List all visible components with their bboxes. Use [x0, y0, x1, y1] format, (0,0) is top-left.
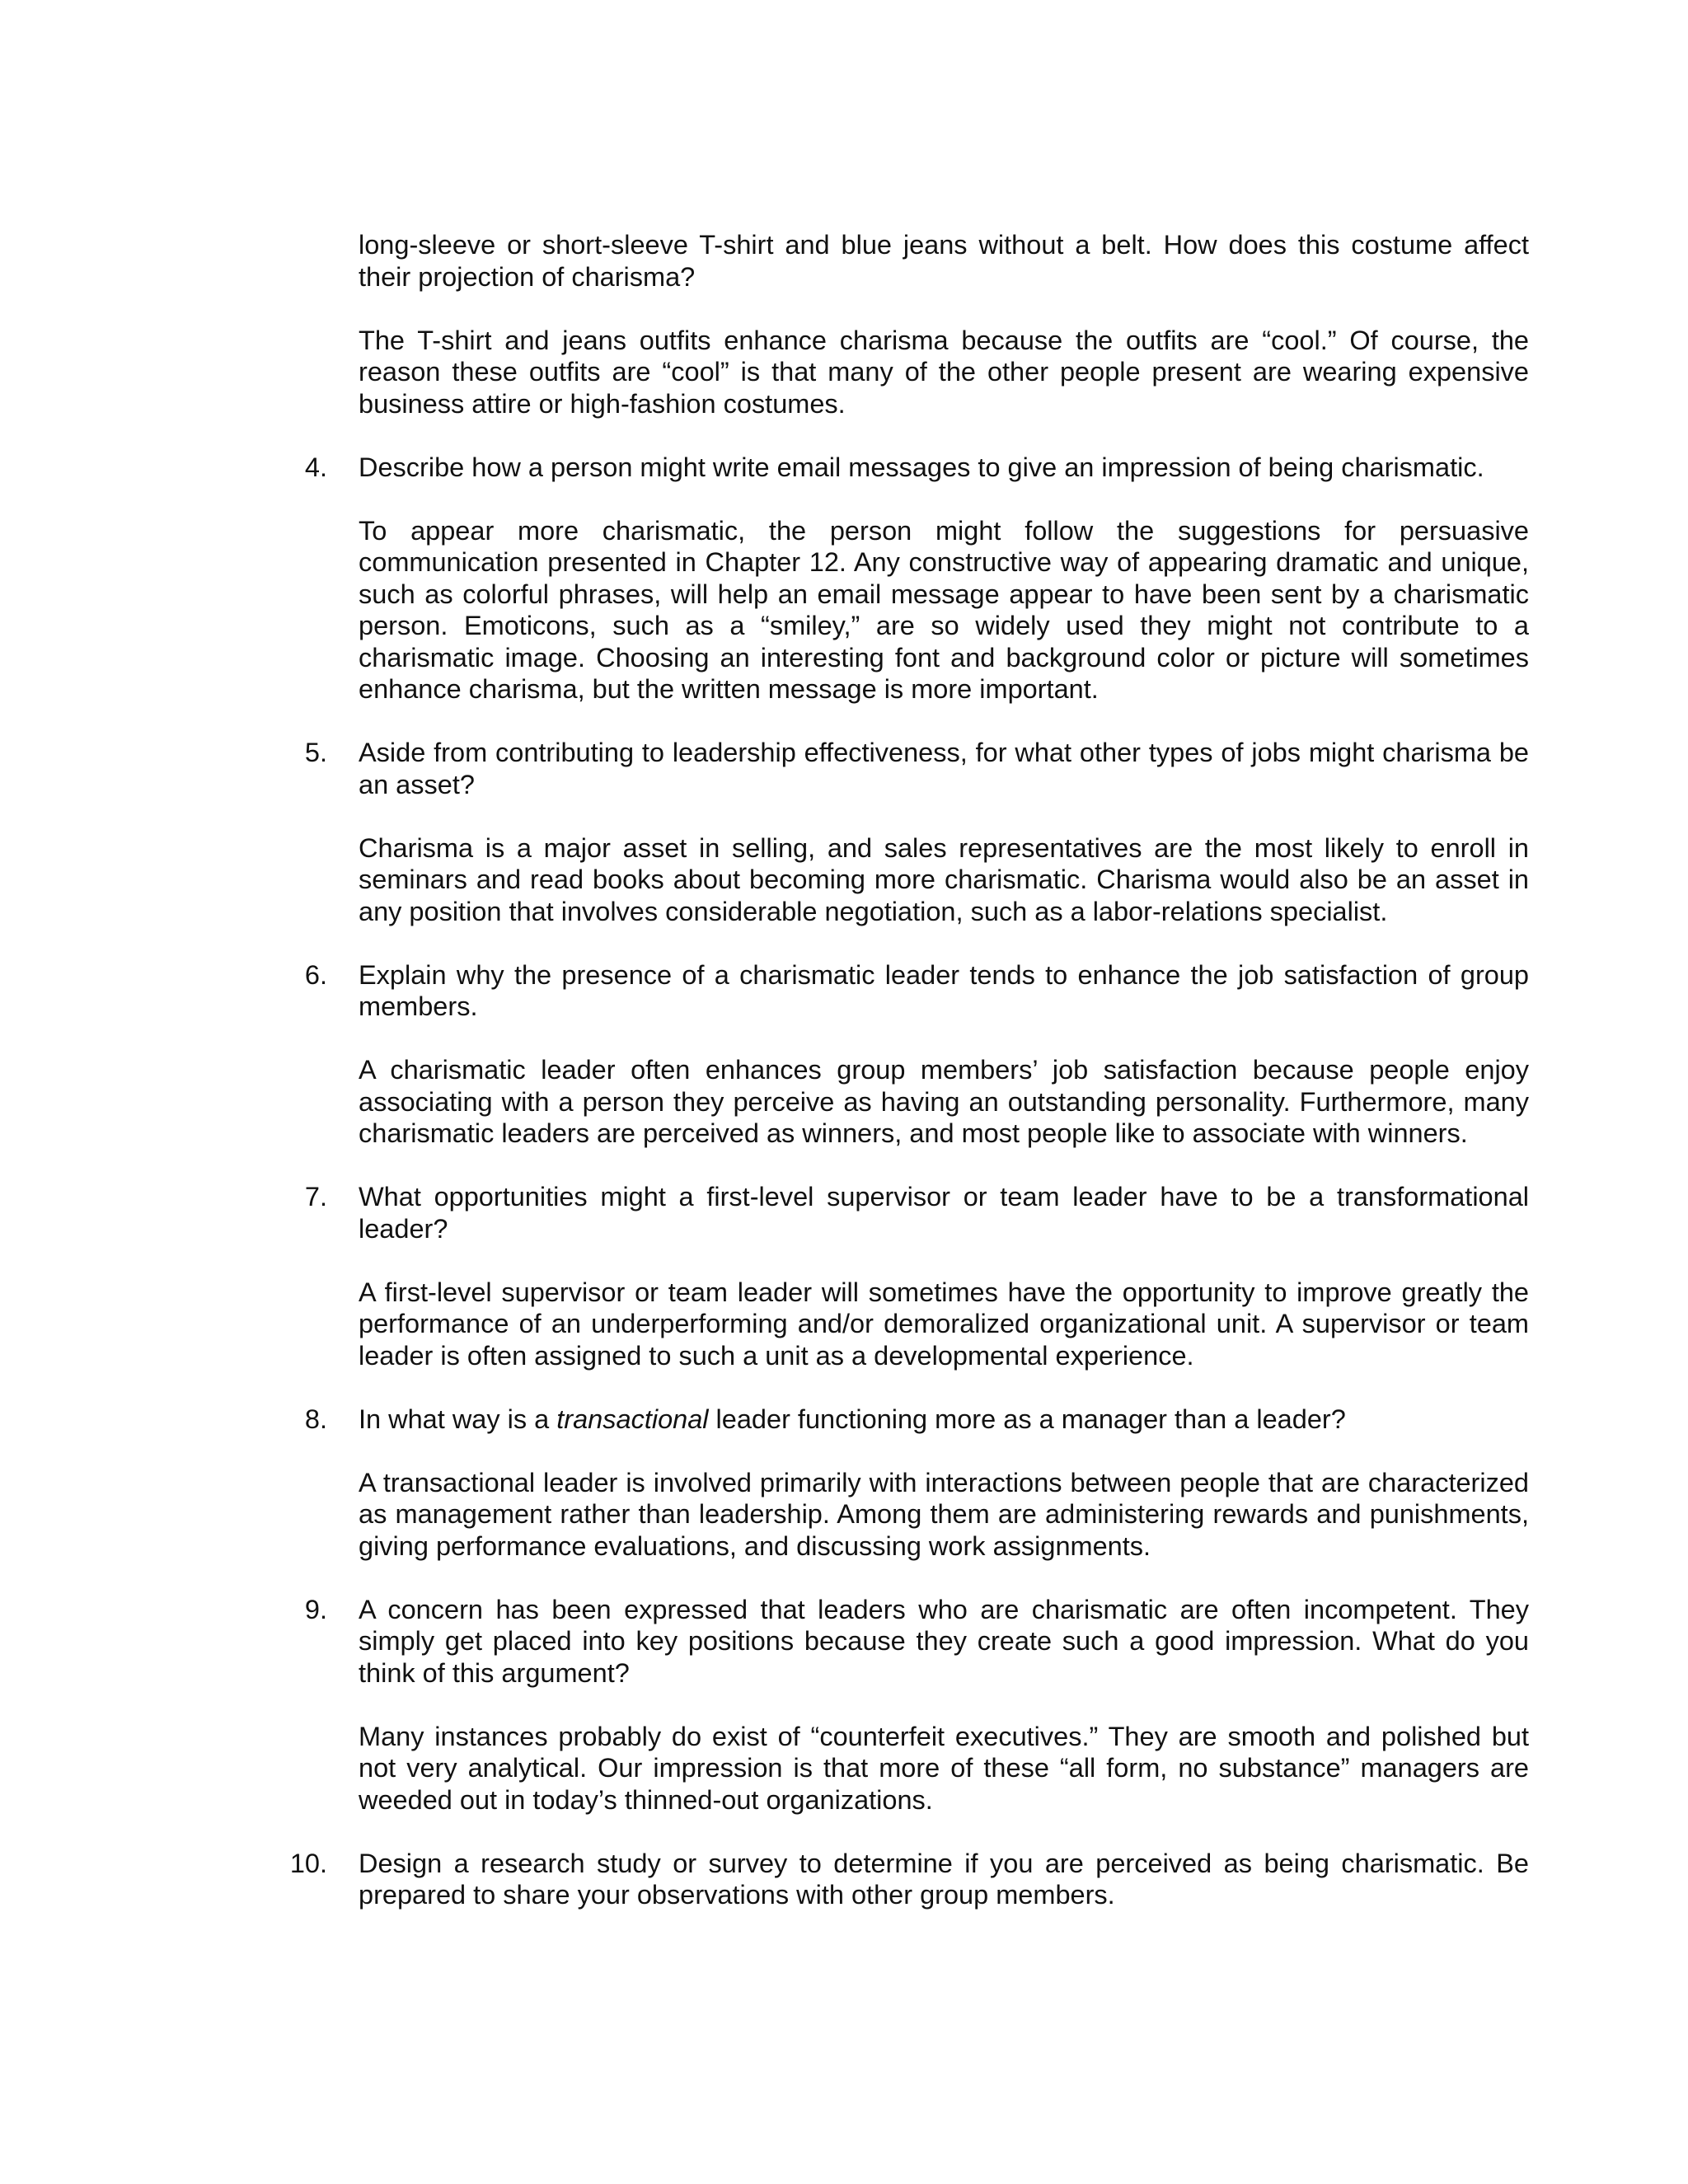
answer-paragraph: The T-shirt and jeans outfits enhance charisma because the outfits are “cool.” Of course, the reason these outfits are “cool” is that many of the other people present are wearing expensive business attire or high-fashion costumes.: [359, 325, 1529, 419]
question-continuation: long-sleeve or short-sleeve T-shirt and blue jeans without a belt. How does this costume affect their projection of charisma?: [359, 230, 1529, 292]
question-number: 8.: [304, 1404, 327, 1434]
question-text-end: leader functioning more as a manager than a leader?: [708, 1404, 1346, 1434]
question-number: 6.: [304, 959, 327, 990]
question-text-italic: transactional: [556, 1404, 709, 1434]
question-text: Describe how a person might write email messages to give an impression of being charismatic.: [359, 452, 1484, 482]
question-text: Explain why the presence of a charismatic leader tends to enhance the job satisfaction of group members.: [359, 959, 1529, 1021]
question-item: [304, 1181, 1529, 1244]
question-text: What opportunities might a first-level supervisor or team leader have to be a transformational leader?: [359, 1182, 1529, 1244]
answer-paragraph: A transactional leader is involved primarily with interactions between people that are characterized as management rather than leadership. Among them are administering rewards and punishments, giving performance evaluations, and discussing work assignments.: [359, 1467, 1529, 1561]
question-text: A concern has been expressed that leaders who are charismatic are often incompetent. They simply get placed into key positions because they create such a good impression. What do you think of this argument?: [359, 1594, 1529, 1688]
question-text: Design a research study or survey to determine if you are perceived as being charismatic. Be prepared to share your observations with other group members.: [359, 1848, 1529, 1910]
answer-paragraph: Charisma is a major asset in selling, and sales representatives are the most likely to enroll in seminars and read books about becoming more charismatic. Charisma would also be an asset in any position that involves considerable negotiation, such as a labor-relations specialist.: [359, 832, 1529, 926]
question-item: [304, 452, 1529, 484]
document-body: [289, 229, 1529, 1943]
question-item: [304, 737, 1529, 800]
question-item: [304, 1594, 1529, 1690]
answer-paragraph: To appear more charismatic, the person might follow the suggestions for persuasive communication presented in Chapter 12. Any constructive way of appearing dramatic and unique, such as colorful phrases, will help an email message appear to have been sent by a charismatic person. Emoticons, such as a “smiley,” are so widely used they might not contribute to a charismatic image. Choosing an interesting font and background color or picture will sometimes enhance charisma, but the written message is more important.: [359, 515, 1529, 704]
question-text: Aside from contributing to leadership effectiveness, for what other types of jobs might charisma be an asset?: [359, 738, 1529, 799]
question-item: [289, 1848, 1529, 1911]
question-number: 7.: [304, 1182, 327, 1212]
question-text-start: In what way is a: [359, 1404, 557, 1434]
question-text: [359, 1404, 1529, 1436]
question-number: 10.: [289, 1848, 327, 1878]
question-number: 5.: [304, 738, 327, 767]
question-item: [304, 1404, 1529, 1436]
question-number: 9.: [304, 1594, 327, 1624]
answer-paragraph: Many instances probably do exist of “counterfeit executives.” They are smooth and polished but not very analytical. Our impression is that more of these “all form, no substance” managers are weeded out in today’s thinned-out organizations.: [359, 1721, 1529, 1815]
question-item: [304, 959, 1529, 1023]
answer-paragraph: A first-level supervisor or team leader will sometimes have the opportunity to improve greatly the performance of an underperforming and/or demoralized organizational unit. A supervisor or team leader is often assigned to such a unit as a developmental experience.: [359, 1277, 1529, 1371]
answer-paragraph: A charismatic leader often enhances group members’ job satisfaction because people enjoy associating with a person they perceive as having an outstanding personality. Furthermore, many charismatic leaders are perceived as winners, and most people like to associate with winners.: [359, 1055, 1529, 1148]
question-number: 4.: [304, 452, 327, 482]
